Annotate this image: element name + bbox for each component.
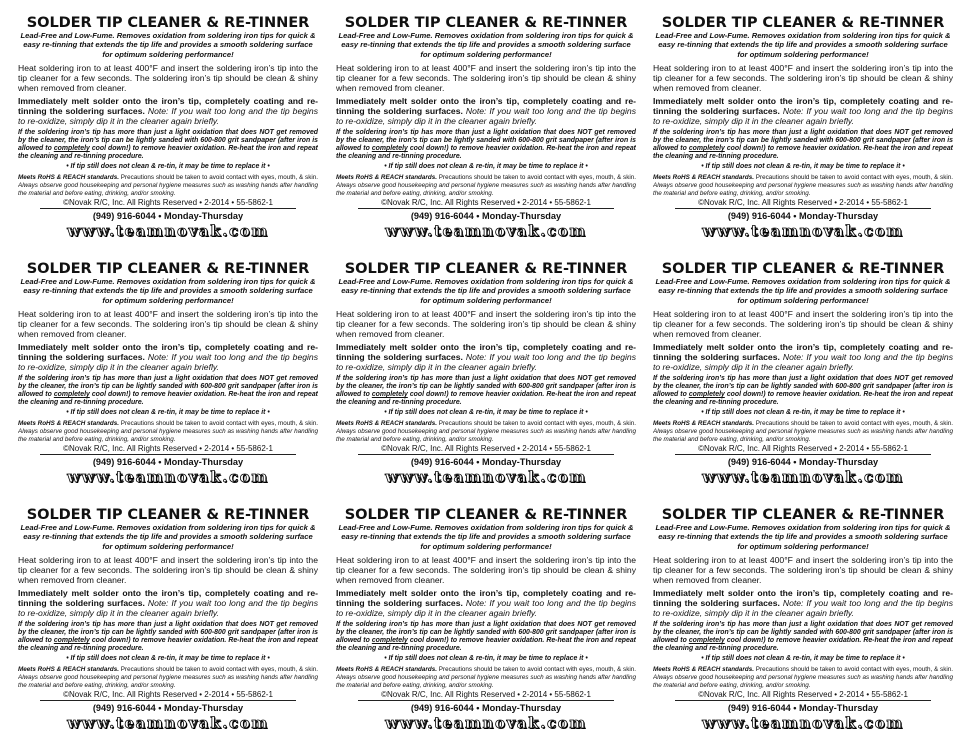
step-tin-note: Note: If you wait too long and the tip begins to re-oxidize, simply dip it in the cleaner again briefly. [18,597,318,618]
oxidation-text-a: If the soldering iron’s tip has more than just a light oxidation that does NOT get removed by the cleaner, the iron’s tip can be lightly sanded with 600-800 grit sandpaper (after iron is allowed to [336,375,636,399]
phone-line: (949) 916-6044 • Monday-Thursday [727,457,879,468]
phone-line: (949) 916-6044 • Monday-Thursday [410,211,562,222]
replace-tip-line: • If tip still does not clean & re-tin, it may be time to replace it • [701,655,905,663]
replace-tip-line: • If tip still does not clean & re-tin, it may be time to replace it • [701,163,905,171]
oxidation-paragraph [18,375,318,407]
step-tin-note: Note: If you wait too long and the tip begins to re-oxidize, simply dip it in the cleaner again briefly. [18,351,318,372]
copyright-line: ©Novak R/C, Inc. All Rights Reserved • 2-2014 • 55-5862-1 [698,690,908,700]
step-heat-text: Heat soldering iron to at least 400°F and insert the soldering iron’s tip into the tip cleaner for a few seconds. The soldering iron’s tip should be clean & shiny when removed from cleaner. [336,62,636,94]
precautions-text: Precautions should be taken to avoid contact with eyes, mouth, & skin. [755,174,953,182]
oxidation-underlined-word: completely [688,145,725,153]
rohs-reach-text: Meets RoHS & REACH standards. [336,174,437,182]
label-card [18,260,318,490]
copyright-line: ©Novak R/C, Inc. All Rights Reserved • 2-2014 • 55-5862-1 [63,198,273,208]
website-url: www.teamnovak.com [67,714,269,733]
oxidation-underlined-word: completely [371,145,408,153]
step-tin-note: Note: If you wait too long and the tip begins to re-oxidize, simply dip it in the cleaner again briefly. [653,351,953,372]
website-url: www.teamnovak.com [385,222,587,241]
divider [40,700,296,701]
precautions-text: Precautions should be taken to avoid contact with eyes, mouth, & skin. [438,174,636,182]
step-tin-paragraph [18,96,318,127]
step-heat-text: Heat soldering iron to at least 400°F and insert the soldering iron’s tip into the tip cleaner for a few seconds. The soldering iron’s tip should be clean & shiny when removed from cleaner. [653,62,953,94]
step-tin-text: Immediately melt solder onto the iron’s tip, completely coating and re-tinning the soldering surfaces. [653,95,953,116]
copyright-line: ©Novak R/C, Inc. All Rights Reserved • 2-2014 • 55-5862-1 [381,690,591,700]
step-tin-text: Immediately melt solder onto the iron’s tip, completely coating and re-tinning the soldering surfaces. [653,587,953,608]
oxidation-text-a: If the soldering iron’s tip has more than just a light oxidation that does NOT get removed by the cleaner, the iron’s tip can be lightly sanded with 600-800 grit sandpaper (after iron is allowed to [18,375,318,399]
safety-paragraph [336,420,636,443]
replace-tip-line: • If tip still does not clean & re-tin, it may be time to replace it • [66,163,270,171]
precautions-text: Precautions should be taken to avoid contact with eyes, mouth, & skin. [120,666,318,674]
step-tin-note: Note: If you wait too long and the tip begins to re-oxidize, simply dip it in the cleaner again briefly. [653,105,953,126]
safety-paragraph [653,174,953,197]
divider [675,454,931,455]
website-url: www.teamnovak.com [67,222,269,241]
oxidation-text-b: cool down!) to remove heavier oxidation. Re-heat the iron and repeat the cleaning and re-tinning procedure. [653,391,953,407]
step-tin-paragraph [336,342,636,373]
copyright-line: ©Novak R/C, Inc. All Rights Reserved • 2-2014 • 55-5862-1 [698,444,908,454]
safety-paragraph [336,174,636,197]
hygiene-text: Always observe good housekeeping and personal hygiene measures such as washing hands after handling the material and before eating, drinking, and/or smoking. [18,428,318,443]
oxidation-paragraph [18,129,318,161]
step-heat-text: Heat soldering iron to at least 400°F and insert the soldering iron’s tip into the tip cleaner for a few seconds. The soldering iron’s tip should be clean & shiny when removed from cleaner. [336,554,636,586]
divider [675,700,931,701]
phone-line: (949) 916-6044 • Monday-Thursday [92,457,244,468]
rohs-reach-text: Meets RoHS & REACH standards. [336,666,437,674]
divider [40,208,296,209]
precautions-text: Precautions should be taken to avoid contact with eyes, mouth, & skin. [438,666,636,674]
card-title: SOLDER TIP CLEANER & RE-TINNER [661,506,945,523]
step-tin-note: Note: If you wait too long and the tip begins to re-oxidize, simply dip it in the cleaner again briefly. [336,105,636,126]
card-subtitle: Lead-Free and Low-Fume. Removes oxidation from soldering iron tips for quick & easy re-tinning that extends the tip life and provides a smooth soldering surface for optimum soldering performance! [655,31,951,59]
replace-tip-line: • If tip still does not clean & re-tin, it may be time to replace it • [66,409,270,417]
card-title: SOLDER TIP CLEANER & RE-TINNER [344,260,628,277]
safety-paragraph [18,666,318,689]
hygiene-text: Always observe good housekeeping and personal hygiene measures such as washing hands after handling the material and before eating, drinking, and/or smoking. [18,674,318,689]
precautions-text: Precautions should be taken to avoid contact with eyes, mouth, & skin. [755,420,953,428]
step-tin-paragraph [653,96,953,127]
step-tin-text: Immediately melt solder onto the iron’s tip, completely coating and re-tinning the soldering surfaces. [18,95,318,116]
divider [675,208,931,209]
oxidation-underlined-word: completely [53,391,90,399]
phone-line: (949) 916-6044 • Monday-Thursday [727,703,879,714]
precautions-text: Precautions should be taken to avoid contact with eyes, mouth, & skin. [120,174,318,182]
label-card [18,506,318,736]
precautions-text: Precautions should be taken to avoid contact with eyes, mouth, & skin. [755,666,953,674]
hygiene-text: Always observe good housekeeping and personal hygiene measures such as washing hands after handling the material and before eating, drinking, and/or smoking. [653,428,953,443]
oxidation-text-b: cool down!) to remove heavier oxidation. Re-heat the iron and repeat the cleaning and re-tinning procedure. [653,145,953,161]
oxidation-text-b: cool down!) to remove heavier oxidation. Re-heat the iron and repeat the cleaning and re-tinning procedure. [18,391,318,407]
step-tin-paragraph [336,588,636,619]
label-card [336,260,636,490]
oxidation-underlined-word: completely [371,391,408,399]
step-heat-text: Heat soldering iron to at least 400°F and insert the soldering iron’s tip into the tip cleaner for a few seconds. The soldering iron’s tip should be clean & shiny when removed from cleaner. [18,554,318,586]
copyright-line: ©Novak R/C, Inc. All Rights Reserved • 2-2014 • 55-5862-1 [381,444,591,454]
copyright-line: ©Novak R/C, Inc. All Rights Reserved • 2-2014 • 55-5862-1 [381,198,591,208]
precautions-text: Precautions should be taken to avoid contact with eyes, mouth, & skin. [438,420,636,428]
step-heat-text: Heat soldering iron to at least 400°F and insert the soldering iron’s tip into the tip cleaner for a few seconds. The soldering iron’s tip should be clean & shiny when removed from cleaner. [18,62,318,94]
oxidation-underlined-word: completely [688,637,725,645]
card-subtitle: Lead-Free and Low-Fume. Removes oxidation from soldering iron tips for quick & easy re-tinning that extends the tip life and provides a smooth soldering surface for optimum soldering performance! [20,277,316,305]
replace-tip-line: • If tip still does not clean & re-tin, it may be time to replace it • [701,409,905,417]
copyright-line: ©Novak R/C, Inc. All Rights Reserved • 2-2014 • 55-5862-1 [63,444,273,454]
replace-tip-line: • If tip still does not clean & re-tin, it may be time to replace it • [384,163,588,171]
hygiene-text: Always observe good housekeeping and personal hygiene measures such as washing hands after handling the material and before eating, drinking, and/or smoking. [18,182,318,197]
rohs-reach-text: Meets RoHS & REACH standards. [653,420,754,428]
safety-paragraph [653,666,953,689]
step-tin-paragraph [18,588,318,619]
oxidation-text-b: cool down!) to remove heavier oxidation. Re-heat the iron and repeat the cleaning and re-tinning procedure. [18,637,318,653]
step-tin-text: Immediately melt solder onto the iron’s tip, completely coating and re-tinning the soldering surfaces. [336,587,636,608]
oxidation-underlined-word: completely [53,145,90,153]
label-card [336,506,636,736]
card-title: SOLDER TIP CLEANER & RE-TINNER [344,14,628,31]
hygiene-text: Always observe good housekeeping and personal hygiene measures such as washing hands after handling the material and before eating, drinking, and/or smoking. [653,674,953,689]
label-card [653,260,953,490]
step-tin-text: Immediately melt solder onto the iron’s tip, completely coating and re-tinning the soldering surfaces. [336,341,636,362]
website-url: www.teamnovak.com [67,468,269,487]
step-tin-text: Immediately melt solder onto the iron’s tip, completely coating and re-tinning the soldering surfaces. [18,341,318,362]
step-heat-text: Heat soldering iron to at least 400°F and insert the soldering iron’s tip into the tip cleaner for a few seconds. The soldering iron’s tip should be clean & shiny when removed from cleaner. [18,308,318,340]
card-title: SOLDER TIP CLEANER & RE-TINNER [344,506,628,523]
oxidation-underlined-word: completely [53,637,90,645]
step-tin-paragraph [336,96,636,127]
card-title: SOLDER TIP CLEANER & RE-TINNER [26,506,310,523]
oxidation-underlined-word: completely [688,391,725,399]
oxidation-text-b: cool down!) to remove heavier oxidation. Re-heat the iron and repeat the cleaning and re-tinning procedure. [336,637,636,653]
oxidation-paragraph [653,621,953,653]
phone-line: (949) 916-6044 • Monday-Thursday [92,703,244,714]
step-tin-note: Note: If you wait too long and the tip begins to re-oxidize, simply dip it in the cleaner again briefly. [18,105,318,126]
oxidation-text-a: If the soldering iron’s tip has more than just a light oxidation that does NOT get removed by the cleaner, the iron’s tip can be lightly sanded with 600-800 grit sandpaper (after iron is allowed to [653,375,953,399]
oxidation-paragraph [336,621,636,653]
phone-line: (949) 916-6044 • Monday-Thursday [727,211,879,222]
oxidation-paragraph [18,621,318,653]
copyright-line: ©Novak R/C, Inc. All Rights Reserved • 2-2014 • 55-5862-1 [63,690,273,700]
website-url: www.teamnovak.com [385,468,587,487]
website-url: www.teamnovak.com [702,714,904,733]
oxidation-text-a: If the soldering iron’s tip has more than just a light oxidation that does NOT get removed by the cleaner, the iron’s tip can be lightly sanded with 600-800 grit sandpaper (after iron is allowed to [653,621,953,645]
oxidation-text-b: cool down!) to remove heavier oxidation. Re-heat the iron and repeat the cleaning and re-tinning procedure. [653,637,953,653]
divider [358,208,614,209]
oxidation-text-b: cool down!) to remove heavier oxidation. Re-heat the iron and repeat the cleaning and re-tinning procedure. [18,145,318,161]
card-title: SOLDER TIP CLEANER & RE-TINNER [661,260,945,277]
label-card [336,14,636,244]
hygiene-text: Always observe good housekeeping and personal hygiene measures such as washing hands after handling the material and before eating, drinking, and/or smoking. [336,428,636,443]
oxidation-paragraph [336,375,636,407]
label-card [18,14,318,244]
oxidation-paragraph [653,375,953,407]
hygiene-text: Always observe good housekeeping and personal hygiene measures such as washing hands after handling the material and before eating, drinking, and/or smoking. [653,182,953,197]
hygiene-text: Always observe good housekeeping and personal hygiene measures such as washing hands after handling the material and before eating, drinking, and/or smoking. [336,182,636,197]
step-tin-paragraph [653,588,953,619]
oxidation-paragraph [336,129,636,161]
replace-tip-line: • If tip still does not clean & re-tin, it may be time to replace it • [384,655,588,663]
card-subtitle: Lead-Free and Low-Fume. Removes oxidation from soldering iron tips for quick & easy re-tinning that extends the tip life and provides a smooth soldering surface for optimum soldering performance! [20,523,316,551]
precautions-text: Precautions should be taken to avoid contact with eyes, mouth, & skin. [120,420,318,428]
step-tin-note: Note: If you wait too long and the tip begins to re-oxidize, simply dip it in the cleaner again briefly. [336,597,636,618]
rohs-reach-text: Meets RoHS & REACH standards. [18,420,119,428]
website-url: www.teamnovak.com [702,468,904,487]
card-subtitle: Lead-Free and Low-Fume. Removes oxidation from soldering iron tips for quick & easy re-tinning that extends the tip life and provides a smooth soldering surface for optimum soldering performance! [338,277,634,305]
oxidation-underlined-word: completely [371,637,408,645]
oxidation-text-a: If the soldering iron’s tip has more than just a light oxidation that does NOT get removed by the cleaner, the iron’s tip can be lightly sanded with 600-800 grit sandpaper (after iron is allowed to [336,621,636,645]
oxidation-paragraph [653,129,953,161]
rohs-reach-text: Meets RoHS & REACH standards. [653,174,754,182]
label-card [653,14,953,244]
step-tin-note: Note: If you wait too long and the tip begins to re-oxidize, simply dip it in the cleaner again briefly. [336,351,636,372]
card-title: SOLDER TIP CLEANER & RE-TINNER [26,14,310,31]
card-title: SOLDER TIP CLEANER & RE-TINNER [661,14,945,31]
card-subtitle: Lead-Free and Low-Fume. Removes oxidation from soldering iron tips for quick & easy re-tinning that extends the tip life and provides a smooth soldering surface for optimum soldering performance! [338,31,634,59]
rohs-reach-text: Meets RoHS & REACH standards. [18,666,119,674]
phone-line: (949) 916-6044 • Monday-Thursday [92,211,244,222]
divider [358,700,614,701]
phone-line: (949) 916-6044 • Monday-Thursday [410,703,562,714]
replace-tip-line: • If tip still does not clean & re-tin, it may be time to replace it • [384,409,588,417]
replace-tip-line: • If tip still does not clean & re-tin, it may be time to replace it • [66,655,270,663]
safety-paragraph [18,420,318,443]
card-subtitle: Lead-Free and Low-Fume. Removes oxidation from soldering iron tips for quick & easy re-tinning that extends the tip life and provides a smooth soldering surface for optimum soldering performance! [20,31,316,59]
copyright-line: ©Novak R/C, Inc. All Rights Reserved • 2-2014 • 55-5862-1 [698,198,908,208]
step-tin-paragraph [653,342,953,373]
oxidation-text-b: cool down!) to remove heavier oxidation. Re-heat the iron and repeat the cleaning and re-tinning procedure. [336,145,636,161]
rohs-reach-text: Meets RoHS & REACH standards. [336,420,437,428]
safety-paragraph [18,174,318,197]
card-subtitle: Lead-Free and Low-Fume. Removes oxidation from soldering iron tips for quick & easy re-tinning that extends the tip life and provides a smooth soldering surface for optimum soldering performance! [655,277,951,305]
step-tin-note: Note: If you wait too long and the tip begins to re-oxidize, simply dip it in the cleaner again briefly. [653,597,953,618]
oxidation-text-a: If the soldering iron’s tip has more than just a light oxidation that does NOT get removed by the cleaner, the iron’s tip can be lightly sanded with 600-800 grit sandpaper (after iron is allowed to [336,129,636,153]
step-heat-text: Heat soldering iron to at least 400°F and insert the soldering iron’s tip into the tip cleaner for a few seconds. The soldering iron’s tip should be clean & shiny when removed from cleaner. [336,308,636,340]
rohs-reach-text: Meets RoHS & REACH standards. [653,666,754,674]
oxidation-text-b: cool down!) to remove heavier oxidation. Re-heat the iron and repeat the cleaning and re-tinning procedure. [336,391,636,407]
step-tin-text: Immediately melt solder onto the iron’s tip, completely coating and re-tinning the soldering surfaces. [18,587,318,608]
card-subtitle: Lead-Free and Low-Fume. Removes oxidation from soldering iron tips for quick & easy re-tinning that extends the tip life and provides a smooth soldering surface for optimum soldering performance! [338,523,634,551]
safety-paragraph [336,666,636,689]
oxidation-text-a: If the soldering iron’s tip has more than just a light oxidation that does NOT get removed by the cleaner, the iron’s tip can be lightly sanded with 600-800 grit sandpaper (after iron is allowed to [18,621,318,645]
rohs-reach-text: Meets RoHS & REACH standards. [18,174,119,182]
card-title: SOLDER TIP CLEANER & RE-TINNER [26,260,310,277]
step-heat-text: Heat soldering iron to at least 400°F and insert the soldering iron’s tip into the tip cleaner for a few seconds. The soldering iron’s tip should be clean & shiny when removed from cleaner. [653,308,953,340]
step-tin-text: Immediately melt solder onto the iron’s tip, completely coating and re-tinning the soldering surfaces. [336,95,636,116]
divider [40,454,296,455]
oxidation-text-a: If the soldering iron’s tip has more than just a light oxidation that does NOT get removed by the cleaner, the iron’s tip can be lightly sanded with 600-800 grit sandpaper (after iron is allowed to [18,129,318,153]
step-tin-paragraph [18,342,318,373]
hygiene-text: Always observe good housekeeping and personal hygiene measures such as washing hands after handling the material and before eating, drinking, and/or smoking. [336,674,636,689]
safety-paragraph [653,420,953,443]
website-url: www.teamnovak.com [702,222,904,241]
oxidation-text-a: If the soldering iron’s tip has more than just a light oxidation that does NOT get removed by the cleaner, the iron’s tip can be lightly sanded with 600-800 grit sandpaper (after iron is allowed to [653,129,953,153]
phone-line: (949) 916-6044 • Monday-Thursday [410,457,562,468]
card-subtitle: Lead-Free and Low-Fume. Removes oxidation from soldering iron tips for quick & easy re-tinning that extends the tip life and provides a smooth soldering surface for optimum soldering performance! [655,523,951,551]
label-card [653,506,953,736]
divider [358,454,614,455]
website-url: www.teamnovak.com [385,714,587,733]
step-tin-text: Immediately melt solder onto the iron’s tip, completely coating and re-tinning the soldering surfaces. [653,341,953,362]
step-heat-text: Heat soldering iron to at least 400°F and insert the soldering iron’s tip into the tip cleaner for a few seconds. The soldering iron’s tip should be clean & shiny when removed from cleaner. [653,554,953,586]
